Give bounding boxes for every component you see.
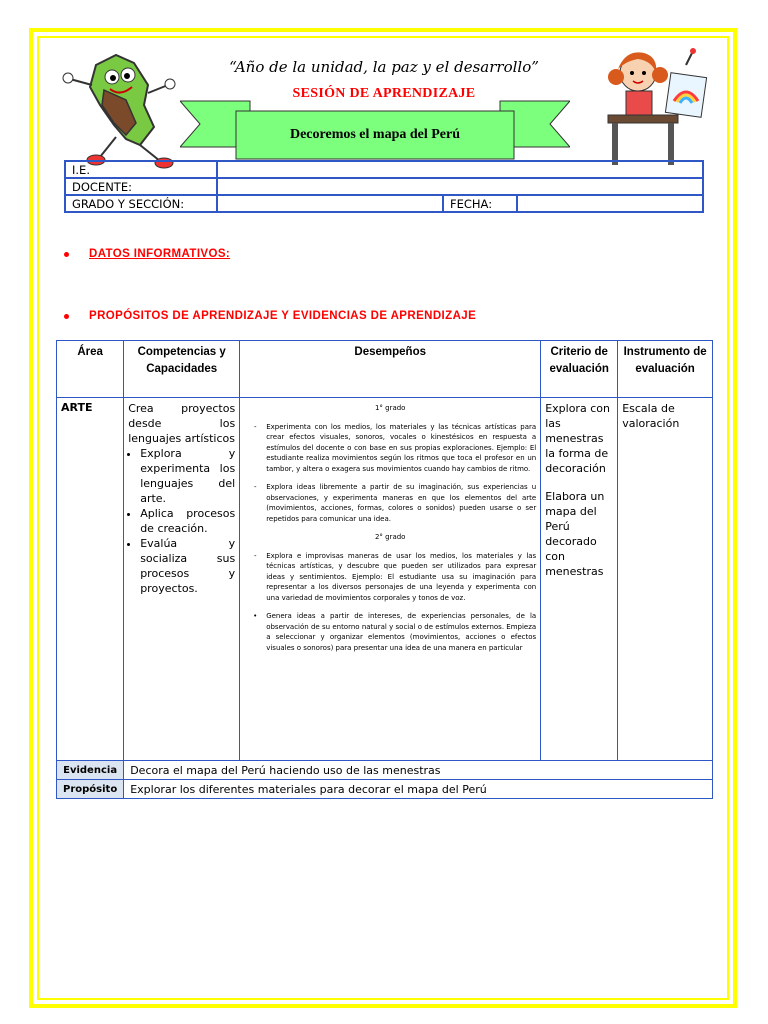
motto-text: “Año de la unidad, la paz y el desarrollo” <box>229 58 539 76</box>
grado-value-field[interactable] <box>217 195 443 212</box>
list-item: • Aplica procesos de creación. <box>140 506 235 536</box>
session-title: SESIÓN DE APRENDIZAJE <box>292 86 476 101</box>
info-table <box>64 160 704 213</box>
competencias-cell <box>124 398 240 761</box>
section-propositos <box>64 310 476 322</box>
competencia-intro: Crea proyectos desde los lenguajes artísticos <box>128 402 236 445</box>
criterio-cell <box>541 398 618 761</box>
proposito-label: Propósito <box>57 780 124 799</box>
grade-2-item: Genera ideas a partir de intereses, de experiencias personales, de la observación de su entorno natural y social o de estímulos externos. Empieza a seleccionar y organizar elementos (movimientos, acciones o efectos visuales o sonoros) para presentar una idea de una manera en particular <box>266 612 537 652</box>
fecha-value-field[interactable] <box>517 195 703 212</box>
ie-label: I.E. <box>65 161 217 178</box>
header-area: Área <box>57 341 124 398</box>
header-instrumento: Instrumento de evaluación <box>618 341 713 398</box>
grado-label: GRADO Y SECCIÓN: <box>65 195 217 212</box>
docente-label: DOCENTE: <box>65 178 217 195</box>
instrumento-cell: Escala de valoración <box>618 398 713 761</box>
list-item: - Explora e improvisas maneras de usar los medios, los materiales y las técnicas artísticas, y descubre que pueden ser utilizados para expresar ideas y sentimientos. Ejemplo: El estudiante usa su imaginación para representar a los diversos personajes de una leyenda y experimenta con una variedad de movimientos corporales y tonos de voz. <box>253 551 537 602</box>
section-propositos-label: PROPÓSITOS DE APRENDIZAJE Y EVIDENCIAS DE APRENDIZAJE <box>89 310 477 322</box>
criterio-2: Elabora un mapa del Perú decorado con menestras <box>545 490 605 578</box>
criterio-1: Explora con las menestras la forma de decoración <box>545 402 610 475</box>
header-criterio: Criterio de evaluación <box>541 341 618 398</box>
bullet-icon <box>64 252 69 257</box>
grade-1-item-1: Experimenta con los medios, los materiales y las técnicas artísticas para crear efectos visuales, sonoros, vocales o kinestésicos en respuesta a estímulos del docente o con base en sus propias exploraciones. Ejemplo: El estudiante realiza movimientos según los ritmos que toca el profesor en un tambor, y altera o exagera sus movimientos cuando hay cambios de ritmo. <box>266 422 537 473</box>
ie-value-field[interactable] <box>217 161 703 178</box>
capacidades-list <box>128 446 235 596</box>
section-datos-label: DATOS INFORMATIVOS: <box>89 248 231 260</box>
list-item: • Explora y experimenta los lenguajes del arte. <box>140 446 235 506</box>
docente-value-field[interactable] <box>217 178 703 195</box>
list-item: - Explora ideas libremente a partir de su imaginación, sus experiencias u observaciones, y experimenta maneras en que los elementos del arte (movimientos, acciones, formas, colores o sonidos) pueden usarse o ser repetidos para comunicar una idea. <box>253 483 537 523</box>
evidencia-value: Decora el mapa del Perú haciendo uso de las menestras <box>124 761 713 780</box>
evidencia-label: Evidencia <box>57 761 124 780</box>
header-desempenos: Desempeños <box>240 341 541 398</box>
header-competencias: Competencias y Capacidades <box>124 341 240 398</box>
learning-table <box>56 340 713 799</box>
lesson-title: Decoremos el mapa del Perú <box>289 127 461 142</box>
grade-2-heading: 2° grado <box>374 533 406 541</box>
area-cell: ARTE <box>57 398 124 761</box>
grade-1-item-2: Explora ideas libremente a partir de su imaginación, sus experiencias u observaciones, y experimenta maneras en que los elementos del arte (movimientos, acciones, formas, colores o sonidos) pueden usarse o ser repetidos para comunicar una idea. <box>266 483 537 523</box>
list-item: • Genera ideas a partir de intereses, de experiencias personales, de la observación de su entorno natural y social o de estímulos externos. Empieza a seleccionar y organizar elementos (movimientos, acciones o efectos visuales o sonoros) para presentar una idea de una manera en particular <box>253 612 537 652</box>
list-item: - Experimenta con los medios, los materiales y las técnicas artísticas para crear efectos visuales, sonoros, vocales o kinestésicos en respuesta a estímulos del docente o con base en sus propias exploraciones. Ejemplo: El estudiante realiza movimientos según los ritmos que toca el profesor en un tambor, y altera o exagera sus movimientos cuando hay cambios de ritmo. <box>253 422 537 473</box>
proposito-value: Explorar los diferentes materiales para decorar el mapa del Perú <box>124 780 713 799</box>
bullet-icon <box>64 314 69 319</box>
list-item: • Evalúa y socializa sus procesos y proyectos. <box>140 536 235 596</box>
fecha-label: FECHA: <box>443 195 517 212</box>
grade-1-heading: 1° grado <box>374 404 406 412</box>
grade-2-paragraph: Explora e improvisas maneras de usar los medios, los materiales y las técnicas artísticas, y descubre que pueden ser utilizados para expresar ideas y sentimientos. Ejemplo: El estudiante usa su imaginación para representar a los diversos personajes de una leyenda y experimenta con una variedad de movimientos corporales y tonos de voz. <box>266 551 537 602</box>
section-datos-informativos <box>64 248 230 260</box>
desempenos-cell <box>240 398 541 761</box>
